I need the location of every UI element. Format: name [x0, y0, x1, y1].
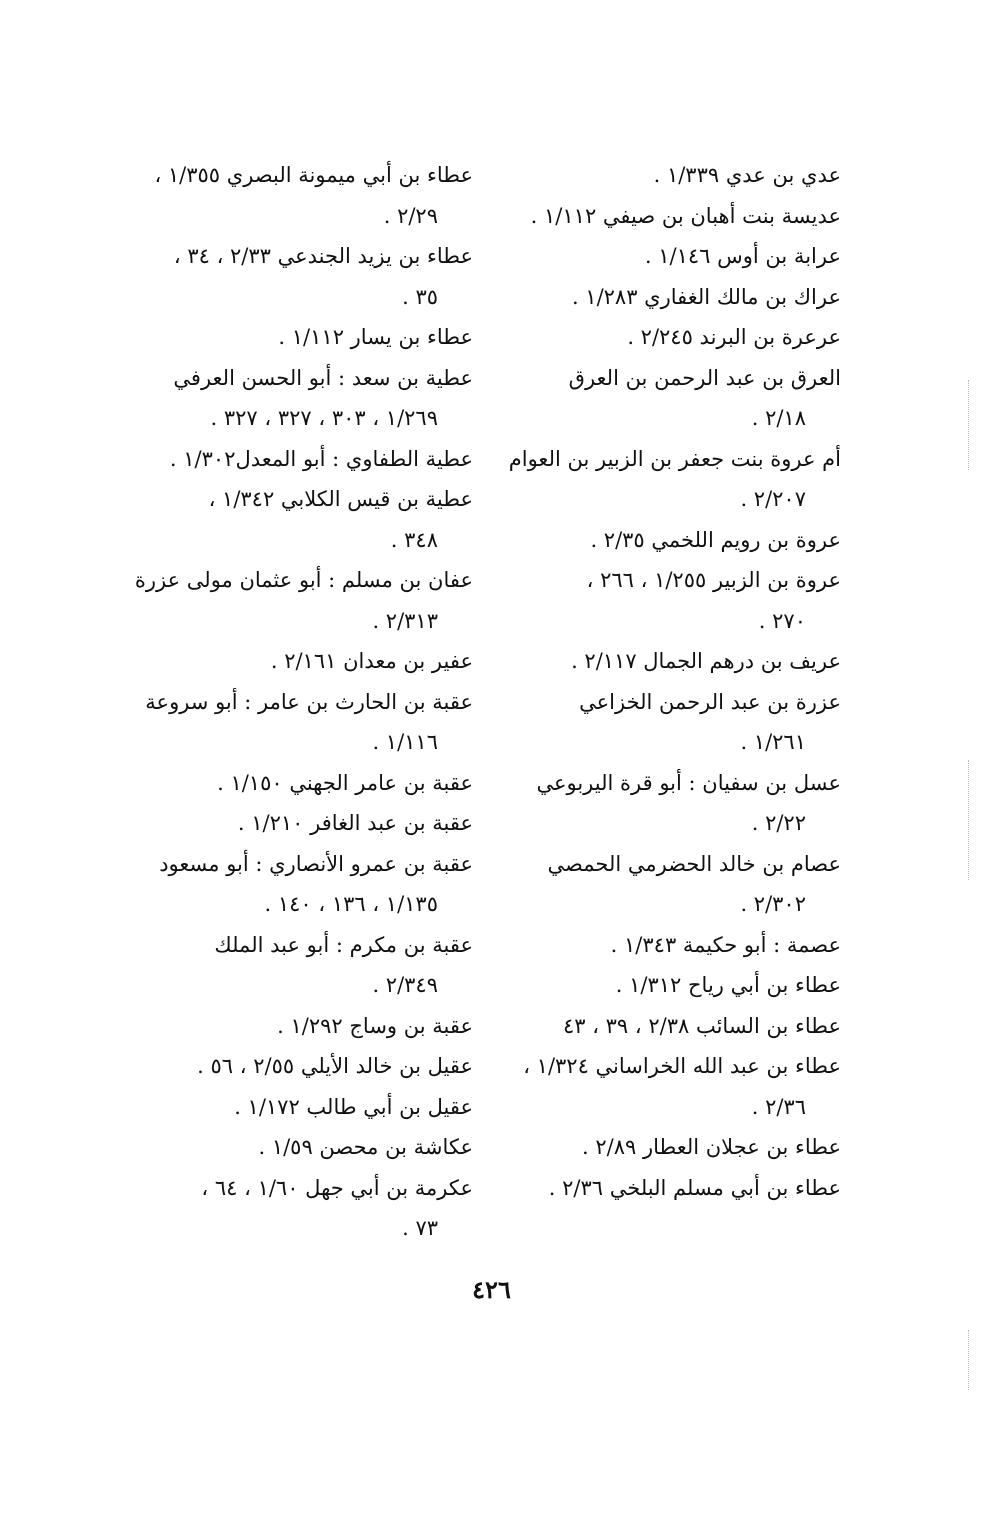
index-entry [511, 236, 841, 277]
index-entry-text: عطاء بن يسار ١/١١٢ . [278, 325, 473, 349]
index-entry [133, 236, 473, 317]
index-entry-text: عراك بن مالك الغفاري ١/٢٨٣ . [571, 284, 841, 309]
index-entry-continuation: ١/٢٦١ . [740, 730, 806, 754]
index-entry-continuation: ١/١١٦ . [372, 730, 438, 754]
index-entry-continuation: ٣٥ . [402, 284, 438, 309]
index-entry-continuation: ١/١٣٥ ، ١٣٦ ، ١٤٠ . [264, 892, 438, 916]
index-entry [511, 277, 841, 318]
index-entry-text: عصمة : أبو حكيمة ١/٣٤٣ . [610, 932, 841, 957]
index-entry-text: عطاء بن أبي ميمونة البصري ١/٣٥٥ ، [154, 163, 473, 187]
index-entry [133, 358, 473, 439]
index-entry [508, 439, 841, 520]
index-entry-text: عقبة بن عامر الجهني ١/١٥٠ . [217, 770, 473, 795]
index-entry-text: عطاء بن أبي مسلم البلخي ٢/٣٦ . [548, 1175, 841, 1200]
index-column-right [508, 155, 841, 1208]
index-entry [133, 479, 473, 560]
index-entry [511, 641, 841, 682]
index-entry [133, 844, 473, 925]
index-entry-continuation: ٣٤٨ . [390, 527, 438, 552]
index-entry-text: عرعرة بن البرند ٢/٢٤٥ . [627, 325, 841, 349]
index-entry [133, 560, 473, 641]
index-entry-text: عطاء بن عجلان العطار ٢/٨٩ . [581, 1135, 841, 1159]
index-entry [511, 925, 841, 966]
index-entry-continuation: ٢/١٨ . [751, 406, 806, 430]
index-entry-text: عصام بن خالد الحضرمي الحمصي [547, 851, 841, 876]
index-entry [133, 641, 473, 682]
index-entry-text: عدي بن عدي ١/٣٣٩ . [653, 163, 841, 187]
index-entry-text: عفير بن معدان ٢/١٦١ . [270, 649, 473, 673]
index-entry-text: عكاشة بن محصن ١/٥٩ . [258, 1135, 473, 1159]
index-entry-text: عطية بن قيس الكلابي ١/٣٤٢ ، [208, 487, 473, 511]
scan-edge-mark [968, 380, 970, 470]
index-entry-text: عسل بن سفيان : أبو قرة اليربوعي [536, 770, 841, 795]
index-entry-continuation: ٢/٢٩ . [383, 203, 438, 228]
index-entry-text: عقبة بن وساج ١/٢٩٢ . [277, 1013, 473, 1038]
index-column-left [133, 155, 473, 1249]
index-entry [511, 155, 841, 196]
index-entry-continuation: ٢/٣٦ . [751, 1094, 806, 1119]
index-entry-text: عطية بن سعد : أبو الحسن العرفي [173, 365, 473, 390]
index-entry [133, 763, 473, 804]
index-entry-continuation: ١/٢٦٩ ، ٣٠٣ ، ٣٢٧ ، ٣٢٧ . [210, 406, 438, 430]
index-entry-text: عطاء بن يزيد الجندعي ٢/٣٣ ، ٣٤ ، [173, 244, 473, 268]
index-entry-text: عديسة بنت أهبان بن صيفي ١/١١٢ . [530, 203, 841, 228]
index-entry [511, 520, 841, 561]
index-entry-text: عقبة بن عمرو الأنصاري : أبو مسعود [159, 851, 473, 876]
index-entry [511, 1168, 841, 1209]
index-entry-text: عقبة بن الحارث بن عامر : أبو سروعة [145, 689, 473, 714]
index-entry-text: عطاء بن عبد الله الخراساني ١/٣٢٤ ، [523, 1054, 841, 1078]
index-entry-text: عقبة بن عبد الغافر ١/٢١٠ . [237, 811, 473, 835]
index-entry [511, 196, 841, 237]
index-entry [511, 844, 841, 925]
index-entry [133, 925, 473, 1006]
index-entry-continuation: ٢/٣٤٩ . [372, 973, 438, 997]
index-entry-text: العرق بن عبد الرحمن بن العرق [568, 365, 841, 390]
index-entry [511, 965, 841, 1006]
index-entry [511, 1127, 841, 1168]
index-entry-continuation: ٢/٣١٣ . [372, 608, 438, 633]
index-entry-text: عفان بن مسلم : أبو عثمان مولى عزرة [134, 568, 473, 592]
index-entry-continuation: ٢٧٠ . [758, 608, 806, 633]
index-entry-text: عقيل بن خالد الأيلي ٢/٥٥ ، ٥٦ . [197, 1054, 473, 1078]
index-entry-text: عريف بن درهم الجمال ٢/١١٧ . [571, 649, 841, 673]
index-entry [133, 1046, 473, 1087]
index-entry-continuation: ٢/٢٠٧ . [740, 487, 806, 511]
index-entry-text: عطية الطفاوي : أبو المعدل١/٣٠٢ . [169, 446, 473, 471]
index-entry [511, 560, 841, 641]
index-entry-continuation: ٢/٣٠٢ . [740, 892, 806, 916]
index-entry-text: عروة بن رويم اللخمي ٢/٣٥ . [590, 527, 841, 552]
scan-edge-mark [968, 1330, 970, 1390]
index-entry-text: أم عروة بنت جعفر بن الزبير بن العوام [508, 446, 841, 471]
index-entry [511, 1046, 841, 1127]
index-entry [511, 682, 841, 763]
page-number: ٤٢٦ [472, 1275, 511, 1304]
index-entry-text: عطاء بن السائب ٢/٣٨ ، ٣٩ ، ٤٣ [562, 1013, 841, 1038]
index-entry [133, 155, 473, 236]
index-entry [133, 1168, 473, 1249]
index-entry-text: عرابة بن أوس ١/١٤٦ . [644, 244, 841, 268]
index-entry-text: عقبة بن مكرم : أبو عبد الملك [214, 932, 473, 957]
index-entry [133, 439, 473, 480]
index-entry-text: عقيل بن أبي طالب ١/١٧٢ . [234, 1094, 473, 1119]
index-entry-continuation: ٧٣ . [402, 1216, 438, 1240]
index-entry [133, 1127, 473, 1168]
index-entry-text: عزرة بن عبد الرحمن الخزاعي [579, 689, 841, 714]
index-entry-text: عروة بن الزبير ١/٢٥٥ ، ٢٦٦ ، [586, 568, 841, 592]
index-entry [511, 358, 841, 439]
index-entry [133, 1087, 473, 1128]
index-entry [511, 763, 841, 844]
scan-edge-mark [968, 760, 970, 880]
index-entry [133, 803, 473, 844]
index-entry [133, 1006, 473, 1047]
index-entry [511, 1006, 841, 1047]
index-entry [511, 317, 841, 358]
index-entry-text: عكرمة بن أبي جهل ١/٦٠ ، ٦٤ ، [201, 1175, 473, 1200]
index-entry-text: عطاء بن أبي رياح ١/٣١٢ . [615, 973, 841, 997]
index-entry [133, 682, 473, 763]
index-entry [133, 317, 473, 358]
index-entry-continuation: ٢/٢٢ . [751, 811, 806, 835]
